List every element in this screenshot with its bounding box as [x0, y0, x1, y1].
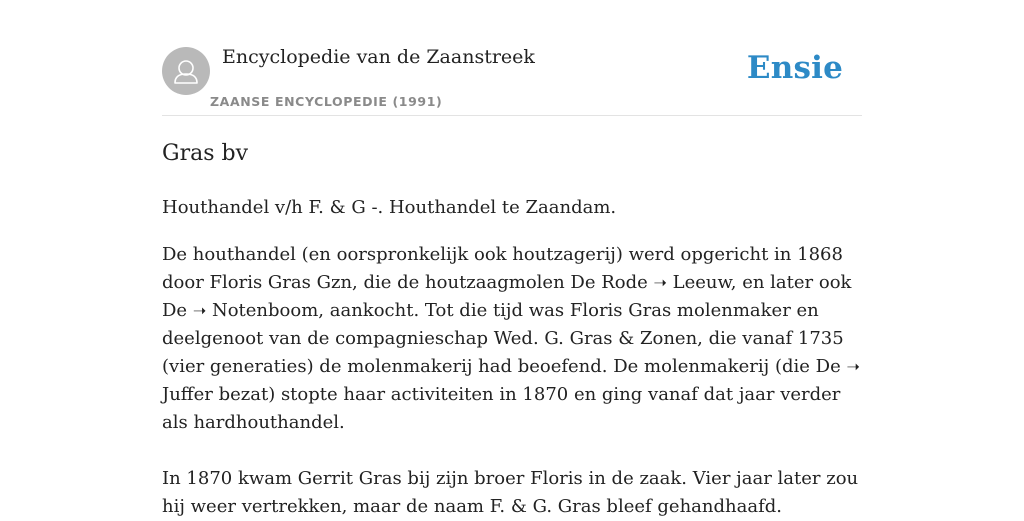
paragraph-text: , en later ook De: [162, 272, 852, 321]
article-paragraph: In 1870 kwam Gerrit Gras bij zijn broer Floris in de zaak. Vier jaar later zou hij weer vertrekken, maar de naam F. & G. Gras bleef gehandhaafd.: [162, 468, 859, 517]
paragraph-text: bezat) stopte haar activiteiten in 1870 en ging vanaf dat jaar verder als hardhouthandel.: [162, 384, 841, 433]
brand-logo[interactable]: Ensie: [746, 50, 843, 86]
article-title: Gras bv: [162, 141, 249, 166]
source-header: [162, 40, 862, 116]
link-leeuw[interactable]: Leeuw: [672, 272, 731, 293]
article-body: [162, 194, 862, 521]
arrow-right-icon: ➝: [653, 273, 667, 292]
source-title[interactable]: Encyclopedie van de Zaanstreek: [222, 46, 535, 68]
arrow-right-icon: ➝: [192, 301, 207, 320]
source-subtitle: ZAANSE ENCYCLOPEDIE (1991): [210, 94, 443, 109]
article-lead: Houthandel v/h F. & G -. Houthandel te Zaandam.: [162, 197, 617, 218]
paragraph-text: De houthandel (en oorspronkelijk ook houtzagerij) werd opgericht in 1868 door Floris Gras Gzn, die de houtzaagmolen De Rode: [162, 244, 843, 293]
link-notenboom[interactable]: Notenboom: [211, 300, 319, 321]
article-paragraph: [162, 241, 862, 437]
paragraph-gap: [162, 437, 862, 465]
paragraph-text: , aankocht. Tot die tijd was Floris Gras molenmaker en deelgenoot van de compagnieschap Wed. G. Gras & Zonen, die vanaf 1735 (vier generaties) de molenmakerij had beoefend. De molenmakerij (die De: [162, 300, 847, 377]
user-outline-icon: [162, 47, 210, 95]
arrow-right-icon: ➝: [846, 357, 860, 376]
avatar[interactable]: [162, 47, 210, 95]
article-card: [162, 40, 862, 517]
link-juffer[interactable]: Juffer: [162, 384, 213, 405]
